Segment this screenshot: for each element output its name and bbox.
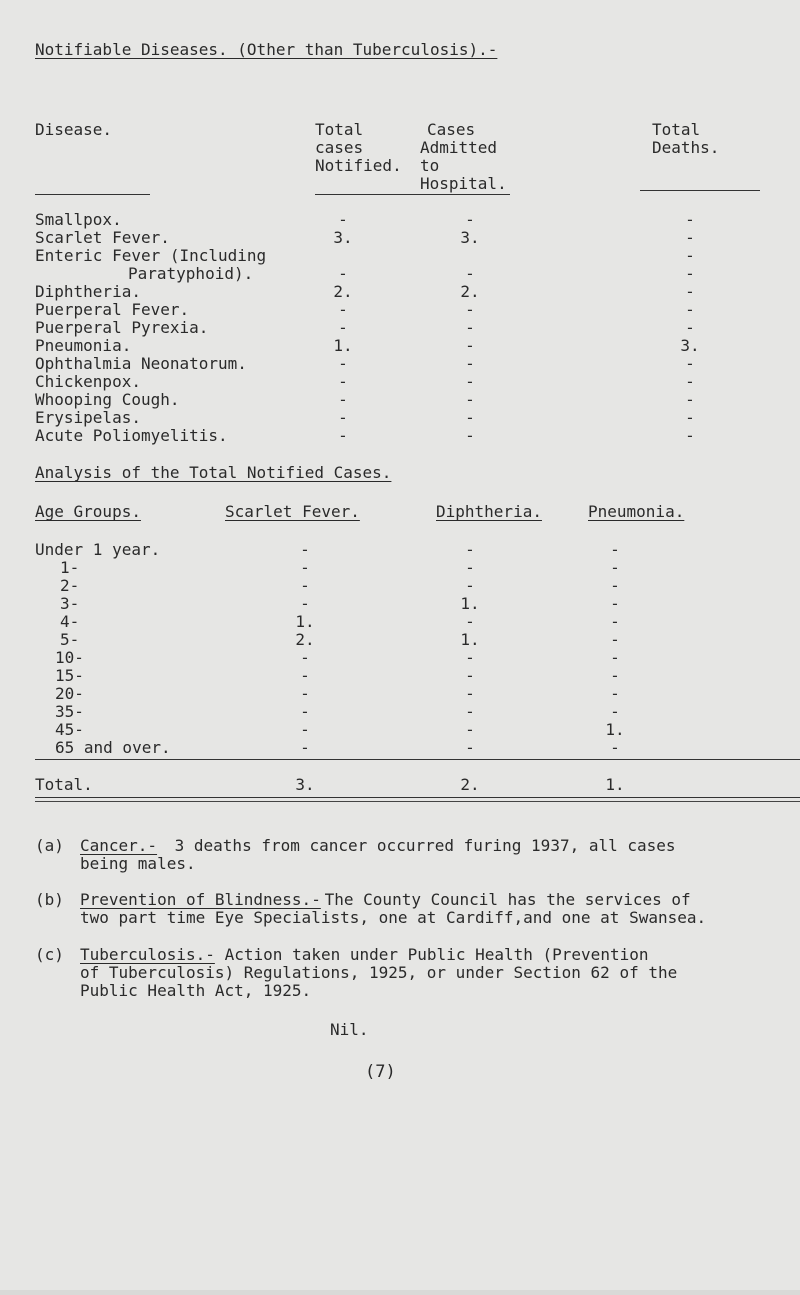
- note-a-heading: Cancer.-: [80, 836, 158, 855]
- total-deaths: 3.: [680, 336, 700, 355]
- pneumonia-count: -: [610, 540, 620, 559]
- pneumonia-count: -: [610, 702, 620, 721]
- note-b-line2: two part time Eye Specialists, one at Cardiff,and one at Swansea.: [80, 908, 707, 927]
- header-admitted-3: to: [420, 156, 440, 175]
- total-pneumonia: 1.: [605, 775, 625, 794]
- note-b-line1: The County Council has the services of: [315, 890, 691, 909]
- nil-text: Nil.: [330, 1020, 369, 1039]
- total-deaths: -: [685, 354, 695, 373]
- note-c-line3: Public Health Act, 1925.: [80, 981, 312, 1000]
- scarlet-count: -: [300, 594, 310, 613]
- age-group: 35-: [55, 702, 84, 721]
- cases-notified: -: [338, 210, 348, 229]
- note-c-line2: of Tuberculosis) Regulations, 1925, or under Section 62 of the: [80, 963, 678, 982]
- pneumonia-count: -: [610, 684, 620, 703]
- disease-name: Puerperal Pyrexia.: [35, 318, 209, 337]
- total-deaths: -: [685, 372, 695, 391]
- cases-notified: -: [338, 390, 348, 409]
- analysis-title: Analysis of the Total Notified Cases.: [35, 463, 392, 482]
- note-c-line1: Action taken under Public Health (Prevention: [215, 945, 649, 964]
- header-rule-cases: [315, 194, 510, 195]
- scarlet-count: -: [300, 738, 310, 757]
- cases-admitted: -: [465, 318, 475, 337]
- header-scarlet-fever: Scarlet Fever.: [225, 502, 360, 521]
- disease-name: Chickenpox.: [35, 372, 141, 391]
- cases-admitted: -: [465, 300, 475, 319]
- cases-admitted: -: [465, 264, 475, 283]
- pneumonia-count: -: [610, 648, 620, 667]
- diphtheria-count: -: [465, 720, 475, 739]
- total-deaths: -: [685, 282, 695, 301]
- disease-name: Puerperal Fever.: [35, 300, 190, 319]
- header-rule-deaths: [640, 190, 760, 191]
- age-group: 20-: [55, 684, 84, 703]
- pneumonia-count: -: [610, 594, 620, 613]
- diphtheria-count: 1.: [460, 594, 480, 613]
- age-group: 2-: [60, 576, 80, 595]
- cases-notified: -: [338, 408, 348, 427]
- note-a-line1: 3 deaths from cancer occurred furing 1937, all cases: [165, 836, 676, 855]
- total-diphtheria: 2.: [460, 775, 480, 794]
- header-admitted-4: Hospital.: [420, 174, 507, 193]
- pneumonia-count: -: [610, 558, 620, 577]
- scarlet-count: -: [300, 702, 310, 721]
- cases-admitted: -: [465, 426, 475, 445]
- cases-notified: 3.: [333, 228, 353, 247]
- cases-notified: -: [338, 426, 348, 445]
- disease-name: Enteric Fever (Including: [35, 246, 267, 265]
- scarlet-count: -: [300, 720, 310, 739]
- header-admitted-1: Cases: [427, 120, 476, 139]
- header-rule-disease: [35, 194, 150, 195]
- cases-admitted: -: [465, 390, 475, 409]
- total-deaths: -: [685, 228, 695, 247]
- total-deaths: -: [685, 300, 695, 319]
- cases-admitted: -: [465, 354, 475, 373]
- age-group: Under 1 year.: [35, 540, 161, 559]
- cases-notified: 2.: [333, 282, 353, 301]
- age-group: 3-: [60, 594, 80, 613]
- header-total-cases-2: cases: [315, 138, 364, 157]
- disease-name: Smallpox.: [35, 210, 122, 229]
- age-group: 5-: [60, 630, 80, 649]
- header-deaths-2: Deaths.: [652, 138, 720, 157]
- disease-name: Scarlet Fever.: [35, 228, 170, 247]
- total-label: Total.: [35, 775, 93, 794]
- header-deaths-1: Total: [652, 120, 701, 139]
- header-disease: Disease.: [35, 120, 113, 139]
- cases-notified: -: [338, 372, 348, 391]
- header-diphtheria: Diphtheria.: [436, 502, 542, 521]
- total-deaths: -: [685, 264, 695, 283]
- diphtheria-count: -: [465, 666, 475, 685]
- header-total-cases-3: Notified.: [315, 156, 402, 175]
- cases-admitted: 2.: [460, 282, 480, 301]
- total-deaths: -: [685, 246, 695, 265]
- disease-name: Whooping Cough.: [35, 390, 180, 409]
- cases-notified: -: [338, 354, 348, 373]
- scarlet-count: -: [300, 684, 310, 703]
- header-total-cases-1: Total: [315, 120, 364, 139]
- diphtheria-count: -: [465, 702, 475, 721]
- disease-name: Erysipelas.: [35, 408, 141, 427]
- note-a-label: (a): [35, 836, 64, 855]
- page-bottom-edge: [0, 1290, 800, 1295]
- diphtheria-count: -: [465, 648, 475, 667]
- cases-admitted: -: [465, 210, 475, 229]
- scarlet-count: -: [300, 648, 310, 667]
- cases-admitted: -: [465, 336, 475, 355]
- diphtheria-count: -: [465, 576, 475, 595]
- disease-name: Pneumonia.: [35, 336, 132, 355]
- diphtheria-count: 1.: [460, 630, 480, 649]
- cases-notified: 1.: [333, 336, 353, 355]
- disease-name: Diphtheria.: [35, 282, 141, 301]
- scarlet-count: -: [300, 540, 310, 559]
- disease-name: Acute Poliomyelitis.: [35, 426, 228, 445]
- note-a-line2: being males.: [80, 854, 196, 873]
- total-deaths: -: [685, 318, 695, 337]
- total-scarlet: 3.: [295, 775, 315, 794]
- total-rule-top: [35, 759, 800, 760]
- note-c-label: (c): [35, 945, 64, 964]
- pneumonia-count: -: [610, 576, 620, 595]
- diphtheria-count: -: [465, 558, 475, 577]
- disease-name: Ophthalmia Neonatorum.: [35, 354, 247, 373]
- total-rule-bottom-2: [35, 801, 800, 802]
- cases-admitted: -: [465, 408, 475, 427]
- scarlet-count: 2.: [295, 630, 315, 649]
- header-age-groups: Age Groups.: [35, 502, 141, 521]
- scarlet-count: -: [300, 558, 310, 577]
- age-group: 10-: [55, 648, 84, 667]
- note-c-heading: Tuberculosis.-: [80, 945, 215, 964]
- scarlet-count: -: [300, 666, 310, 685]
- page-number: (7): [365, 1062, 396, 1082]
- header-admitted-2: Admitted: [420, 138, 498, 157]
- pneumonia-count: 1.: [605, 720, 625, 739]
- cases-notified: -: [338, 264, 348, 283]
- cases-admitted: -: [465, 372, 475, 391]
- total-deaths: -: [685, 408, 695, 427]
- pneumonia-count: -: [610, 666, 620, 685]
- pneumonia-count: -: [610, 630, 620, 649]
- pneumonia-count: -: [610, 738, 620, 757]
- scarlet-count: -: [300, 576, 310, 595]
- cases-admitted: 3.: [460, 228, 480, 247]
- cases-notified: -: [338, 300, 348, 319]
- disease-name: Paratyphoid).: [128, 264, 254, 283]
- diphtheria-count: -: [465, 612, 475, 631]
- diphtheria-count: -: [465, 738, 475, 757]
- total-rule-bottom-1: [35, 797, 800, 798]
- age-group: 4-: [60, 612, 80, 631]
- age-group: 65 and over.: [55, 738, 171, 757]
- pneumonia-count: -: [610, 612, 620, 631]
- total-deaths: -: [685, 210, 695, 229]
- note-b-label: (b): [35, 890, 64, 909]
- note-b-heading: Prevention of Blindness.-: [80, 890, 321, 909]
- cases-notified: -: [338, 318, 348, 337]
- page-title: Notifiable Diseases. (Other than Tuberculosis).-: [35, 40, 498, 59]
- total-deaths: -: [685, 390, 695, 409]
- total-deaths: -: [685, 426, 695, 445]
- diphtheria-count: -: [465, 540, 475, 559]
- scarlet-count: 1.: [295, 612, 315, 631]
- header-pneumonia: Pneumonia.: [588, 502, 685, 521]
- age-group: 1-: [60, 558, 80, 577]
- diphtheria-count: -: [465, 684, 475, 703]
- age-group: 45-: [55, 720, 84, 739]
- age-group: 15-: [55, 666, 84, 685]
